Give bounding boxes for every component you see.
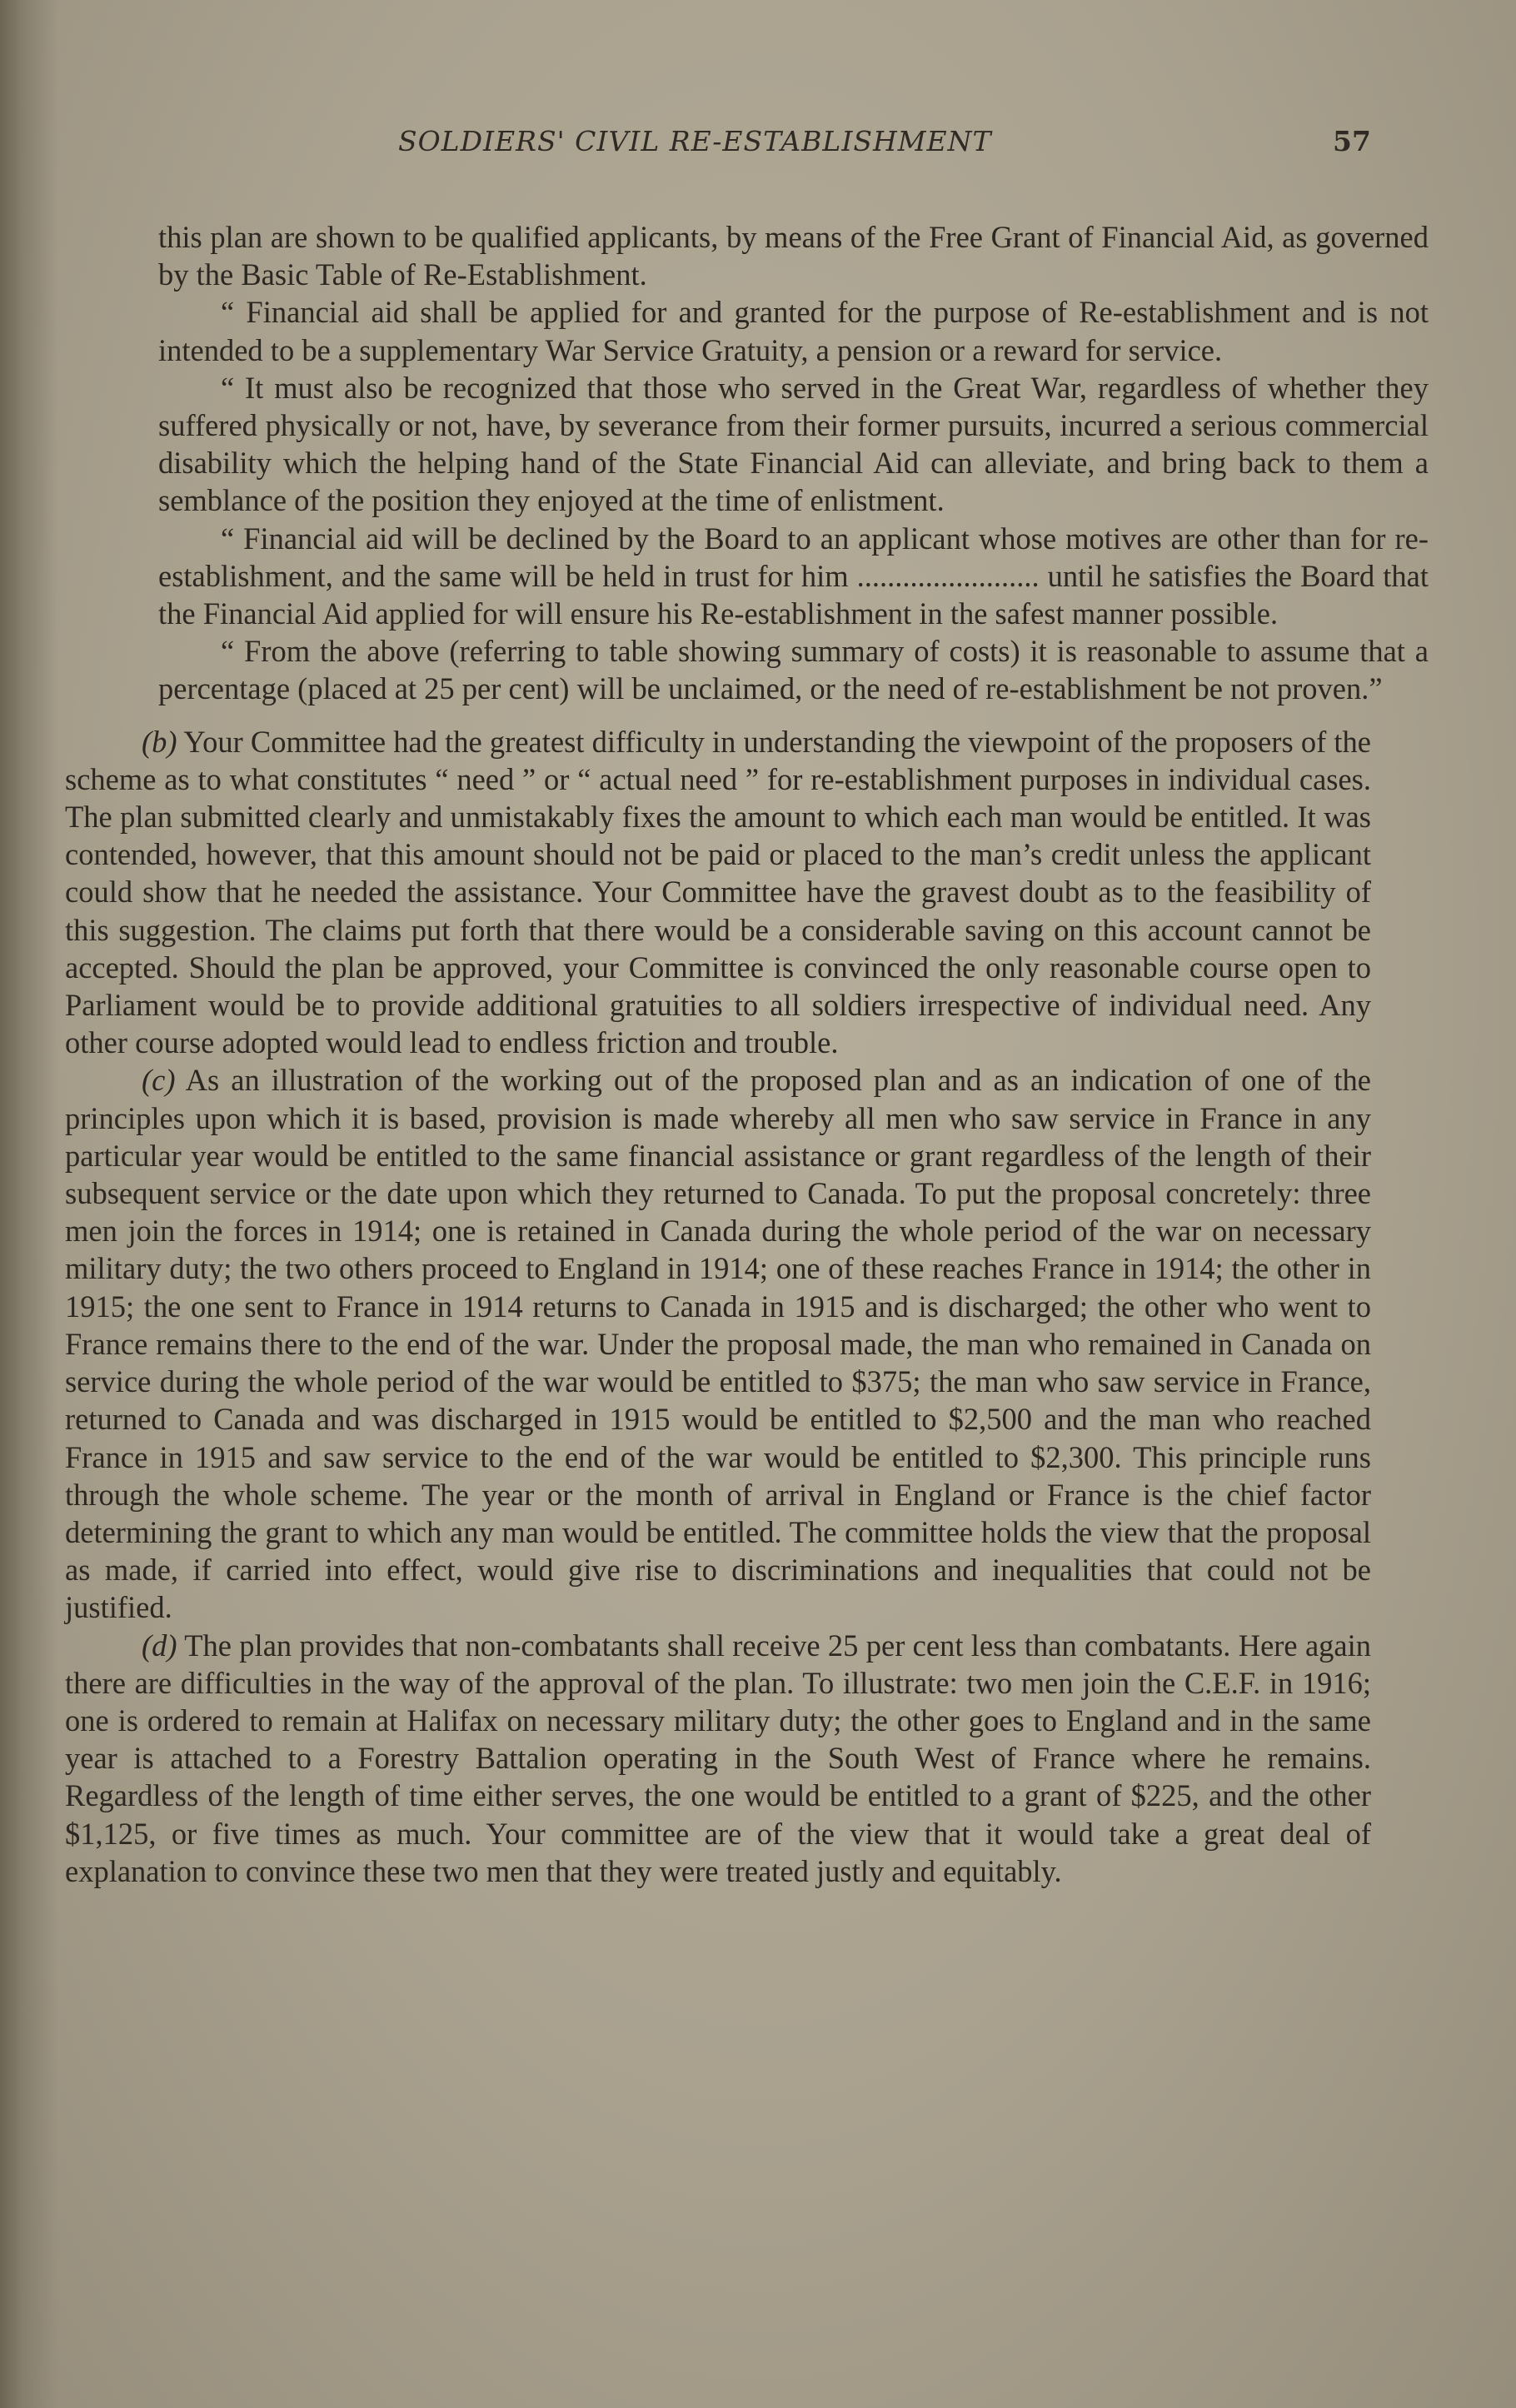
quote-paragraph-5: “ From the above (referring to table showing summary of costs) it is reasonable to assume that a percentage (placed at 25 per cent) will be unclaimed, or the need of re-establishment be not proven.” <box>158 634 1429 706</box>
page-binding-shadow <box>0 0 58 2408</box>
paragraph-d-label: (d) <box>142 1628 177 1663</box>
page-body <box>65 218 1429 1890</box>
quote-paragraph-2: “ Financial aid shall be applied for and granted for the purpose of Re-establishment and is not intended to be a supplementary War Service Gratuity, a pension or a reward for service. <box>158 295 1429 367</box>
paragraph-b-text: Your Committee had the greatest difficulty in understanding the viewpoint of the proposers of the scheme as to what constitutes “ need ” or “ actual need ” for re-establishment purposes in individual cases. The plan submitted clearly and unmistakably fixes the amount to which each man would be entitled. It was contended, however, that this amount should not be paid or placed to the man’s credit unless the applicant could show that he needed the assistance. Your Committee have the gravest doubt as to the feasibility of this suggestion. The claims put forth that there would be a considerable saving on this account cannot be accepted. Should the plan be approved, your Committee is convinced the only reasonable course open to Parliament would be to provide additional gratuities to all soldiers irrespective of individual need. Any other course adopted would lead to endless friction and trouble. <box>65 724 1371 1060</box>
quote-paragraph-4: “ Financial aid will be declined by the Board to an applicant whose motives are other than for re-establishment, and the same will be held in trust for him ........................ until he satisfies the Board that the Financial Aid applied for will ensure his Re-establishment in the safest manner possible. <box>158 521 1429 631</box>
paragraph-c <box>65 1061 1371 1626</box>
paragraph-d-text: The plan provides that non-combatants shall receive 25 per cent less than combatants. Here again there are difficulties in the way of the approval of the plan. To illustrate: two men join the C.E.F. in 1916; one is ordered to remain at Halifax on necessary military duty; the other goes to England and in the same year is attached to a Forestry Battalion operating in the South West of France where he remains. Regardless of the length of time either serves, the one would be entitled to a grant of $225, and the other $1,125, or five times as much. Your committee are of the view that it would take a great deal of explanation to convince these two men that they were treated justly and equitably. <box>65 1628 1371 1888</box>
quoted-plan-excerpt <box>65 218 1429 708</box>
quote-paragraph-3: “ It must also be recognized that those who served in the Great War, regardless of whether they suffered physically or not, have, by severance from their former pursuits, incurred a serious commercial disability which the helping hand of the State Financial Aid can alleviate, and bring back to them a semblance of the position they enjoyed at the time of enlistment. <box>158 370 1429 518</box>
paragraph-c-text: As an illustration of the working out of the proposed plan and as an indication of one of the principles upon which it is based, provision is made whereby all men who saw service in France in any particular year would be entitled to the same financial assistance or grant regardless of the length of their subsequent service or the date upon which they returned to Canada. To put the proposal concretely: three men join the forces in 1914; one is retained in Canada during the whole period of the war on necessary military duty; the two others proceed to England in 1914; one of these reaches France in 1914; the other in 1915; the one sent to France in 1914 returns to Canada in 1915 and is discharged; the other who went to France remains there to the end of the war. Under the proposal made, the man who remained in Canada on service during the whole period of the war would be entitled to $375; the man who saw service in France, returned to Canada and was discharged in 1915 would be entitled to $2,500 and the man who reached France in 1915 and saw service to the end of the war would be entitled to $2,300. This principle runs through the whole scheme. The year or the month of arrival in England or France is the chief factor determining the grant to which any man would be entitled. The committee holds the view that the proposal as made, if carried into effect, would give rise to discriminations and inequalities that could not be justified. <box>65 1063 1371 1625</box>
page-number: 57 <box>1333 125 1371 157</box>
paragraph-c-label: (c) <box>142 1063 176 1098</box>
committee-paragraphs <box>65 723 1371 1890</box>
paragraph-b <box>65 723 1371 1062</box>
paragraph-d <box>65 1627 1371 1890</box>
page-header <box>0 125 1516 175</box>
paragraph-b-label: (b) <box>142 724 177 759</box>
running-head: SOLDIERS' CIVIL RE-ESTABLISHMENT <box>398 125 992 157</box>
quote-paragraph-1: this plan are shown to be qualified applicants, by means of the Free Grant of Financial Aid, as governed by the Basic Table of Re-Establishment. <box>158 220 1429 292</box>
